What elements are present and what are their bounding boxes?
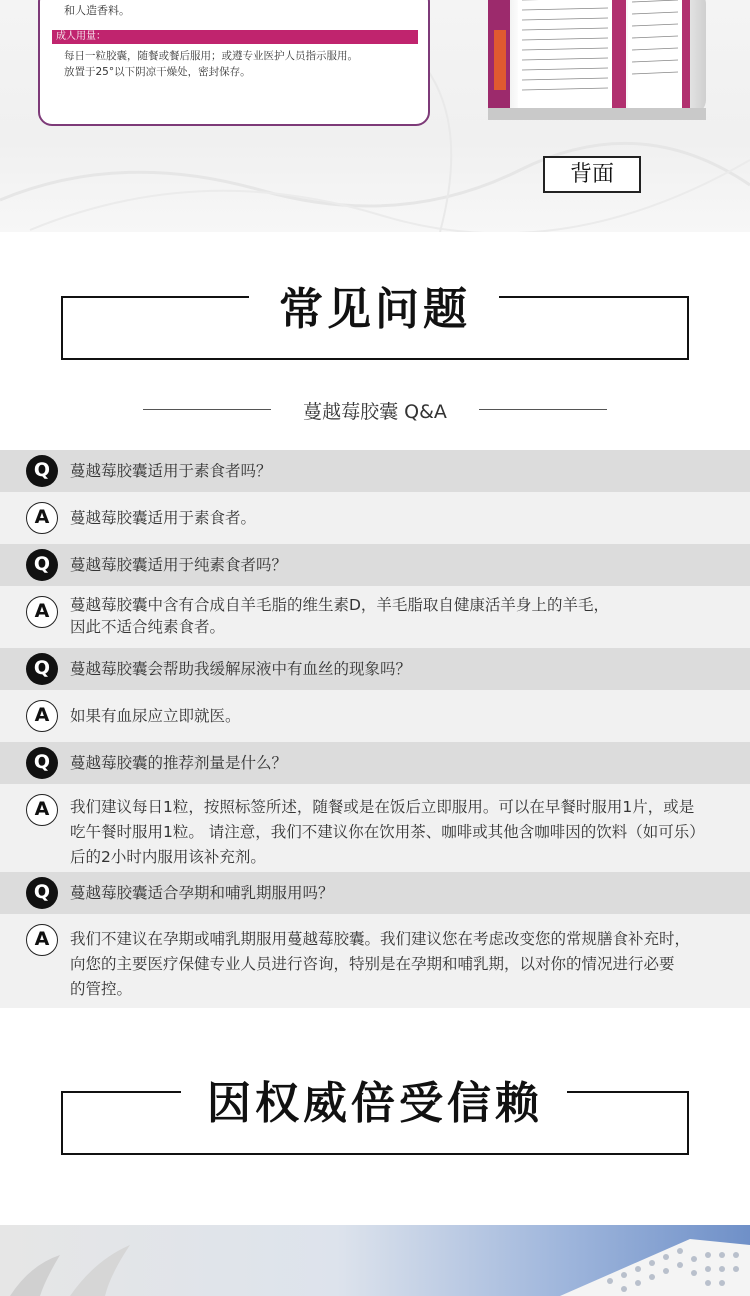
divider-line	[479, 409, 607, 410]
answer-line: 的管控。	[70, 980, 133, 998]
answer-line: 我们不建议在孕期或哺乳期服用蔓越莓胶囊。我们建议您在考虑改变您的常规膳食补充时，	[70, 930, 691, 948]
question-badge-icon: Q	[26, 653, 58, 685]
faq-answer-row	[0, 784, 750, 872]
answer-line: 吃午餐时服用1粒。 请注意，我们不建议你在饮用茶、咖啡或其他含咖啡因的饮料（如可乐）	[70, 823, 705, 841]
answer-line: 后的2小时内服用该补充剂。	[70, 848, 266, 866]
faq-answer-row	[0, 492, 750, 544]
faq-answer-row	[0, 690, 750, 742]
product-label-card	[38, 0, 430, 126]
faq-question-row	[0, 742, 750, 784]
question-badge-icon: Q	[26, 877, 58, 909]
answer-line: 向您的主要医疗保健专业人员进行咨询，特别是在孕期和哺乳期，以对你的情况进行必要	[70, 955, 675, 973]
faq-question-text: 蔓越莓胶囊适用于纯素食者吗？	[70, 556, 288, 574]
answer-badge-icon: A	[26, 794, 58, 826]
answer-line: 我们建议每日1粒，按照标签所述，随餐或是在饭后立即服用。可以在早餐时服用1片，或是	[70, 798, 695, 816]
answer-badge-icon: A	[26, 502, 58, 534]
question-badge-icon: Q	[26, 455, 58, 487]
faq-subtitle: 蔓越莓胶囊 Q&A	[303, 401, 447, 423]
faq-question-row	[0, 544, 750, 586]
question-badge-icon: Q	[26, 549, 58, 581]
product-bottle-image	[488, 0, 706, 120]
faq-question-row	[0, 648, 750, 690]
faq-question-text: 蔓越莓胶囊的推荐剂量是什么？	[70, 754, 288, 772]
faq-answer-text: 如果有血尿应立即就医。	[70, 707, 241, 725]
trust-section-title: 因权威倍受信赖	[207, 1078, 543, 1129]
faq-question-text: 蔓越莓胶囊适用于素食者吗？	[70, 462, 272, 480]
answer-badge-icon: A	[26, 924, 58, 956]
answer-line: 因此不适合纯素食者。	[70, 618, 226, 636]
dose-line: 放置于25°以下阴凉干燥处，密封保存。	[64, 66, 251, 78]
back-view-label: 背面	[543, 156, 641, 193]
faq-question-row	[0, 450, 750, 492]
faq-answer-text: 蔓越莓胶囊适用于素食者。	[70, 509, 257, 527]
faq-section-title: 常见问题	[279, 284, 471, 335]
faq-answer-text	[70, 795, 728, 870]
faq-question-row	[0, 872, 750, 914]
faq-answer-text	[70, 594, 728, 638]
label-ingredient-text: 和人造香料。	[64, 4, 130, 17]
question-badge-icon: Q	[26, 747, 58, 779]
faq-subtitle-row	[0, 395, 750, 425]
faq-question-text: 蔓越莓胶囊会帮助我缓解尿液中有血丝的现象吗？	[70, 660, 412, 678]
faq-answer-text	[70, 927, 728, 1002]
faq-answer-row	[0, 586, 750, 648]
answer-badge-icon: A	[26, 596, 58, 628]
answer-badge-icon: A	[26, 700, 58, 732]
faq-answer-row	[0, 914, 750, 1008]
product-back-section	[0, 0, 750, 232]
dose-line: 每日一粒胶囊，随餐或餐后服用；或遵专业医护人员指示服用。	[64, 50, 358, 62]
answer-line: 蔓越莓胶囊中含有合成自羊毛脂的维生素D，羊毛脂取自健康活羊身上的羊毛，	[70, 596, 609, 614]
dose-heading: 成人用量：	[52, 30, 418, 44]
faq-question-text: 蔓越莓胶囊适合孕期和哺乳期服用吗？	[70, 884, 334, 902]
building-photo	[0, 1225, 750, 1296]
